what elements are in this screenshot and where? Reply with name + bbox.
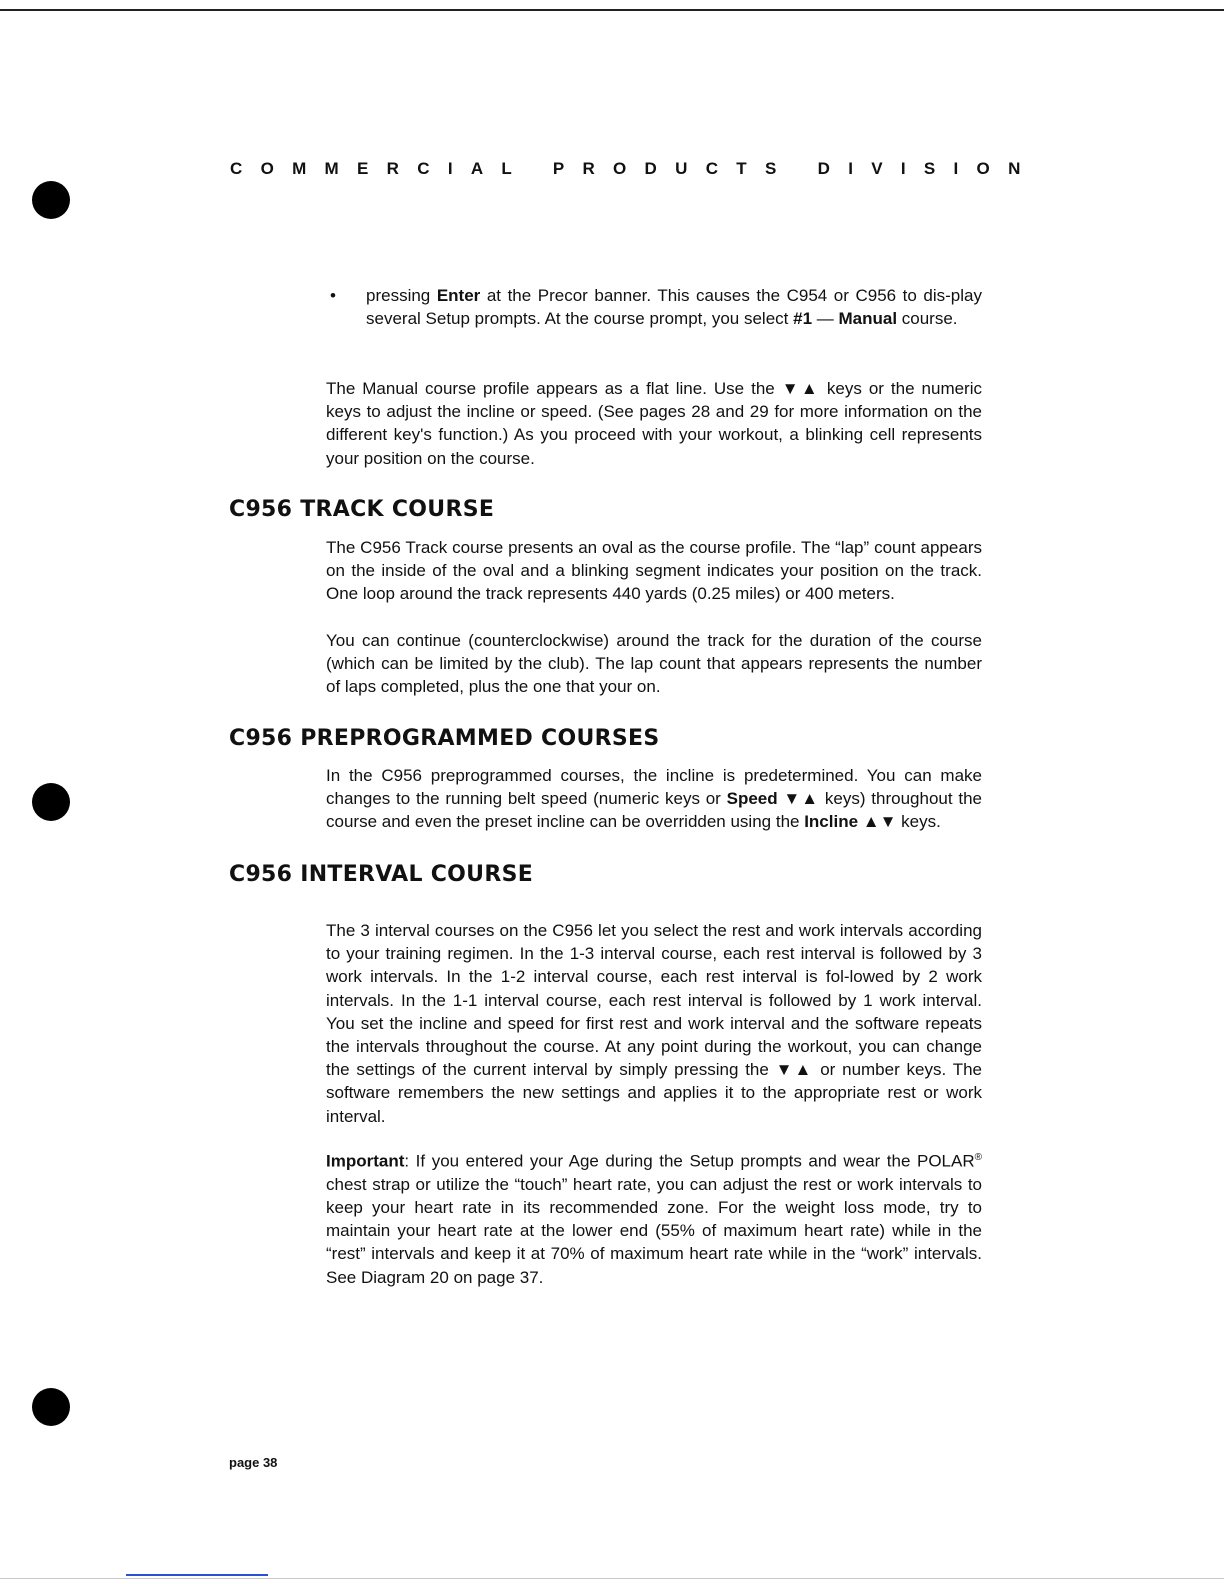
page-number: page 38 [229,1455,278,1470]
bullet-symbol: • [330,286,336,305]
top-rule [0,9,1224,11]
important-paragraph: Important: If you entered your Age during the Setup prompts and wear the POLAR® chest strap or utilize the “touch” heart rate, you can adjust the rest or work intervals to keep your heart rate in its recommended zone. For the weight loss mode, try to maintain your heart rate at the lower end (55% of maximum heart rate) while in the “rest” intervals and keep it at 70% of maximum heart rate while in the “work” intervals. See Diagram 20 on page 37. [326,1151,982,1287]
punch-hole-top [32,181,70,219]
bottom-link-underline [126,1574,268,1576]
interval-course-heading: C956 INTERVAL COURSE [229,862,534,887]
track-paragraph-2: You can continue (counterclockwise) around the track for the duration of the course (which can be limited by the club). The lap count that appears represents the number of laps completed, plus the one that your on. [326,631,982,697]
preprogrammed-paragraph: In the C956 preprogrammed courses, the incline is predetermined. You can make changes to the running belt speed (numeric keys or Speed ▼▲ keys) throughout the course and even the preset incline can be overridden using the Incline ▲▼ keys. [326,766,982,832]
track-course-heading: C956 TRACK COURSE [229,497,495,522]
manual-course-paragraph: The Manual course profile appears as a flat line. Use the ▼▲ keys or the numeric keys to adjust the incline or speed. (See pages 28 and 29 for more information on the different key's function.) As you proceed with your workout, a blinking cell represents your position on the course. [326,379,982,468]
division-header: COMMERCIAL PRODUCTS DIVISION [230,159,1039,178]
bullet-text: pressing Enter at the Precor banner. This causes the C954 or C956 to dis-play several Setup prompts. At the course prompt, you select #1 — Manual course. [366,286,982,328]
bullet-item [330,284,982,330]
bottom-rule [0,1578,1224,1579]
punch-hole-bottom [32,1388,70,1426]
track-paragraph-1: The C956 Track course presents an oval as the course profile. The “lap” count appears on the inside of the oval and a blinking segment indicates your position on the track. One loop around the track represents 440 yards (0.25 miles) or 400 meters. [326,538,982,604]
important-label: Important [326,1151,405,1171]
interval-paragraph: The 3 interval courses on the C956 let you select the rest and work intervals according to your training regimen. In the 1-3 interval course, each rest interval is followed by 3 work intervals. In the 1-2 interval course, each rest interval is fol-lowed by 2 work intervals. In the 1-1 interval course, each rest interval is followed by 1 work interval. You set the incline and speed for first rest and work interval and the software repeats the intervals throughout the course. At any point during the workout, you can change the settings of the current interval by simply pressing the ▼▲ or number keys. The software remembers the new settings and applies it to the appropriate rest or work interval. [326,921,982,1126]
preprogrammed-courses-heading: C956 PREPROGRAMMED COURSES [229,726,660,751]
punch-hole-middle [32,783,70,821]
